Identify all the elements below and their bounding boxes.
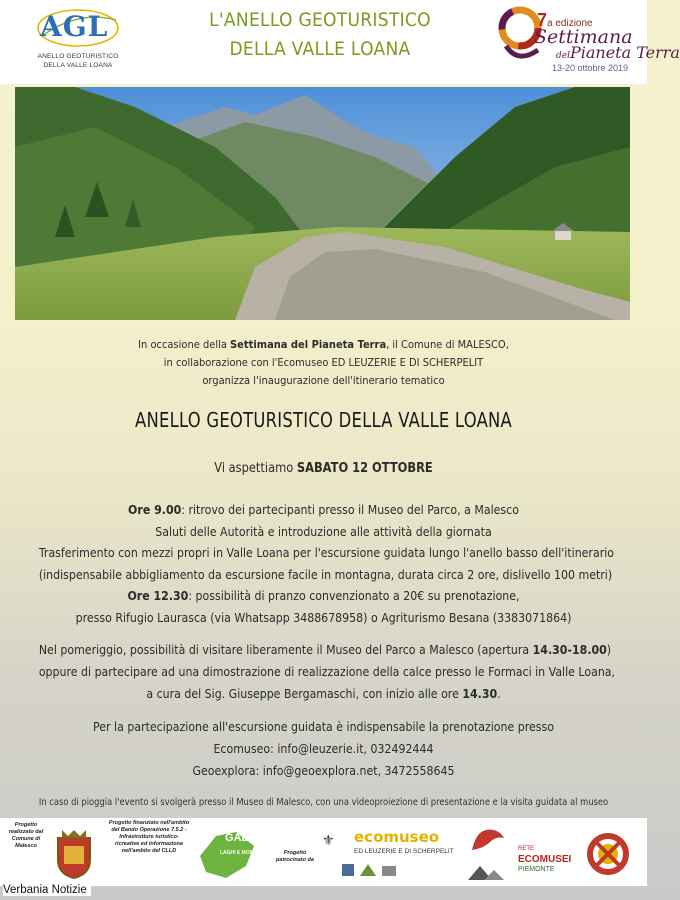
piemonte-label: PIEMONTE (518, 866, 555, 873)
header (0, 0, 680, 84)
agl-subtitle-line1: ANELLO GEOTURISTICO (37, 53, 119, 60)
event-date-bold: SABATO 12 OTTOBRE (296, 461, 433, 476)
program-line2: Saluti delle Autorità e introduzione alle attività della giornata (155, 523, 492, 539)
afternoon-line1-pre: Nel pomeriggio, possibilità di visitare liberamente il Museo del Parco a Malesco (apertura (38, 642, 533, 657)
rain-note: In caso di pioggia l'evento si svolgerà presso il Museo di Malesco, con una videoproiezione di presentazione e la visita guidata al museo (38, 797, 609, 808)
program-text (38, 499, 615, 628)
agl-logo-text: AGL (40, 10, 109, 43)
sponsor-footer (0, 818, 647, 886)
event-title: ANELLO GEOTURISTICO DELLA VALLE LOANA (134, 408, 513, 432)
booking-text (39, 716, 608, 782)
page-title-line2: DELLA VALLE LOANA (229, 38, 411, 60)
realized-by-text: Progetto realizzato dal Comune di Malesco (8, 822, 44, 849)
patronage-text: Progetto patrocinato da (276, 850, 314, 863)
afternoon-text (38, 639, 616, 705)
intro-line3: organizza l'inaugurazione dell'itinerario tematico (202, 374, 445, 387)
fleur-icon: ⚜ (322, 832, 335, 848)
program-time2: Ore 12.30 (127, 588, 189, 603)
page-title-line1: L'ANELLO GEOTURISTICO (209, 9, 431, 31)
malesco-coat-of-arms-icon (54, 828, 94, 880)
page-title (199, 6, 442, 64)
intro-line2: in collaborazione con l'Ecomuseo ED LEUZERIE E DI SCHERPELIT (163, 356, 484, 369)
booking-geoexplora-contact: Geoexplora: info@geoexplora.net, 3472558645 (192, 763, 455, 778)
agl-subtitle-line2: DELLA VALLE LOANA (43, 62, 113, 69)
program-line5 (39, 585, 608, 607)
spt-pianeta-terra: Pianeta Terra (569, 43, 680, 62)
valley-landscape-image (15, 87, 630, 320)
program-line1 (39, 499, 608, 521)
parco-logo-icon (586, 832, 630, 876)
gal-sub-label: LAGHI E MONTI (220, 850, 258, 856)
funded-by-text: Progetto finanziato nell'ambito del Bando Operazione 7.5.2 - Infrastrutture turistico-ricreative ed informazione nell'ambito del CLLD (108, 820, 190, 854)
mountain-logo-icon (466, 862, 506, 882)
booking-ecomuseo-contact: Ecomuseo: info@leuzerie.it, 032492444 (213, 741, 434, 756)
intro-line1-post: , il Comune di MALESCO, (386, 338, 509, 351)
event-date-pre: Vi aspettiamo (214, 461, 297, 476)
afternoon-line2: oppure di partecipare ad una dimostrazione di realizzazione della calce presso le Formaci in Valle Loana, (38, 664, 616, 679)
program-line4: (indispensabile abbigliamento da escursione facile in montagna, durata circa 2 ore, dislivello 100 metri) (38, 566, 613, 582)
program-line3: Trasferimento con mezzi propri in Valle Loana per l'escursione guidata lungo l'anello basso dell'itinerario (38, 545, 615, 560)
edition-number: 7 (537, 10, 548, 30)
rete-label: RETE (518, 846, 535, 852)
intro-text (32, 336, 614, 390)
edition-text: edizione (555, 18, 593, 29)
program-line6: presso Rifugio Laurasca (via Whatsapp 3488678958) o Agriturismo Besana (3383071864) (75, 609, 572, 625)
hand-logo-icon (466, 824, 510, 858)
ecomuseo-subtitle: ED LEUZERIE E DI SCHERPELIT (354, 848, 454, 855)
spt-name-line2 (556, 43, 680, 62)
afternoon-line3 (39, 683, 608, 705)
unesco-logos-icon (340, 860, 400, 880)
edition-suffix: a (547, 18, 553, 29)
program-line5-text: : possibilità di pranzo convenzionato a 20€ su prenotazione, (188, 588, 520, 603)
afternoon-line3-post: . (497, 686, 501, 701)
program-time1: Ore 9.00 (128, 502, 182, 517)
agl-logo (28, 6, 128, 76)
spt-del: del (556, 51, 570, 61)
valley-photo (15, 87, 630, 320)
event-date (39, 461, 608, 476)
intro-line1 (32, 336, 614, 354)
gal-label: GAL (225, 832, 249, 844)
afternoon-line3-pre: a cura del Sig. Giuseppe Bergamaschi, con inizio alle ore (146, 686, 463, 701)
source-credit: Verbania Notizie (3, 884, 91, 896)
settimana-pianeta-terra-logo (490, 2, 680, 82)
afternoon-line1 (38, 639, 612, 661)
agl-subtitle (28, 52, 128, 70)
spt-name-line1: Settimana (534, 26, 633, 48)
afternoon-line1-bold: 14.30-18.00 (532, 642, 607, 657)
program-line1-text: : ritrovo dei partecipanti presso il Museo del Parco, a Malesco (181, 502, 519, 517)
spt-dates: 13-20 ottobre 2019 (552, 63, 629, 73)
ecomuseo-title: ecomuseo (354, 828, 440, 846)
afternoon-line3-bold: 14.30 (462, 686, 498, 701)
booking-line1: Per la partecipazione all'escursione guidata è indispensabile la prenotazione presso (93, 719, 554, 734)
afternoon-line1-post: ) (606, 642, 612, 657)
intro-line1-pre: In occasione della (138, 338, 231, 351)
ecomusei-label: ECOMUSEI (518, 854, 572, 865)
intro-line1-bold: Settimana del Pianeta Terra (230, 338, 387, 351)
